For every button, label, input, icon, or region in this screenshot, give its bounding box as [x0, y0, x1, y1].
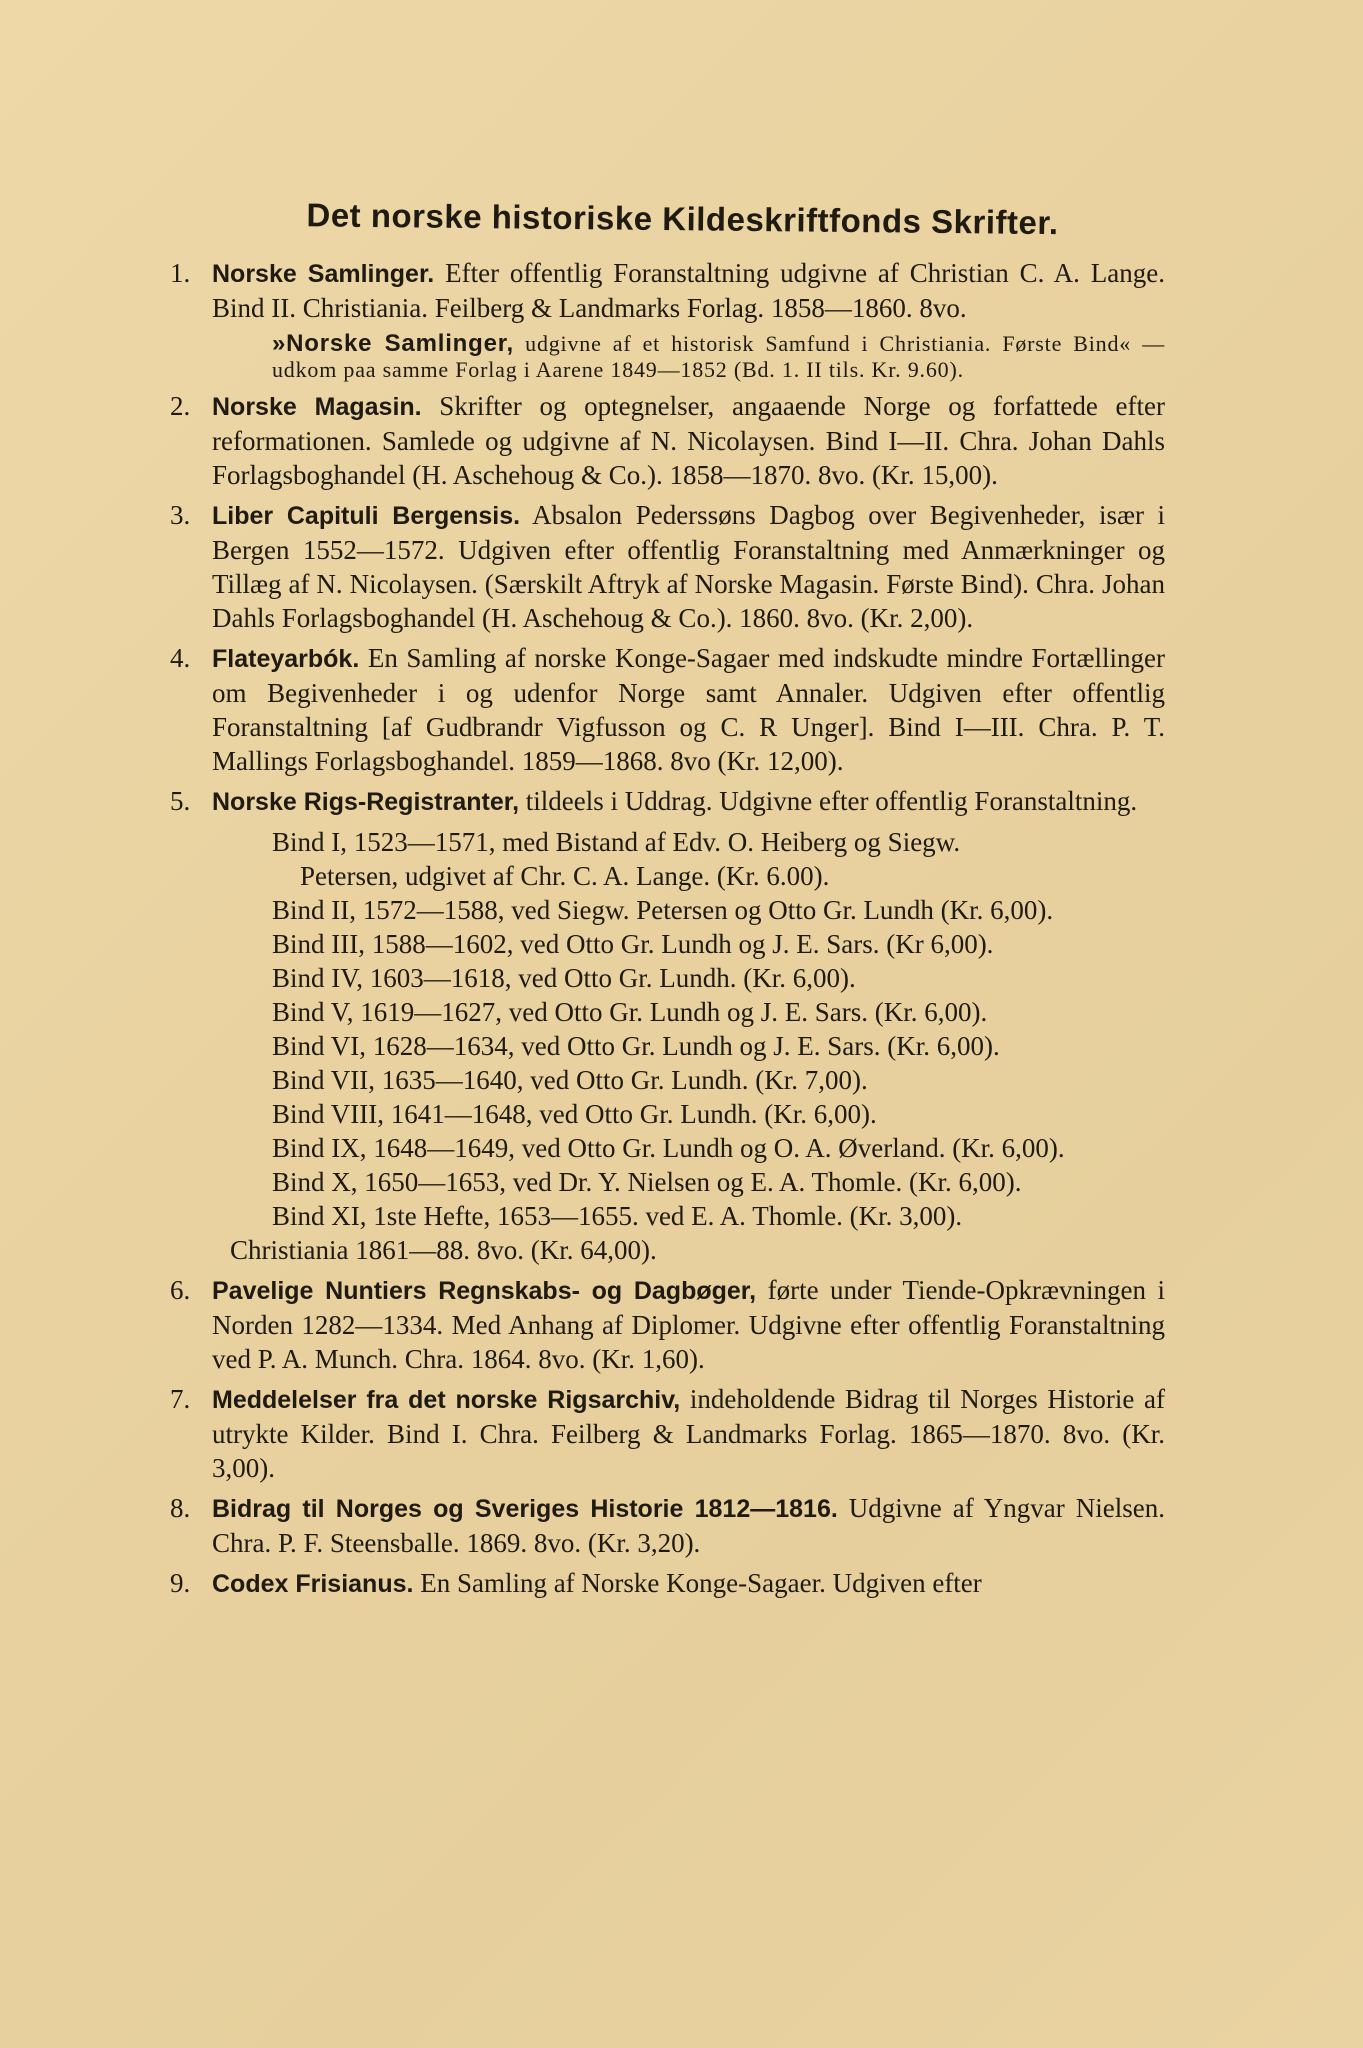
item-title: Flateyarbók. — [212, 645, 360, 673]
item-number: 6. — [170, 1275, 191, 1305]
list-item — [160, 1566, 1165, 1601]
volume-line: Bind VIII, 1641—1648, ved Otto Gr. Lundh. (Kr. 6,00). — [272, 1099, 877, 1129]
item-title: Meddelelser fra det norske Rigsarchiv, — [212, 1386, 681, 1414]
volume-line: Bind VII, 1635—1640, ved Otto Gr. Lundh. (Kr. 7,00). — [272, 1065, 868, 1095]
volume-line: Bind XI, 1ste Hefte, 1653—1655. ved E. A. Thomle. (Kr. 3,00). — [272, 1201, 963, 1231]
item-body: Skrifter og optegnelser, angaaende Norge og forfattede efter reformationen. Samlede og udgivne af N. Nicolaysen. Bind I—II. Chra. Johan Dahls Forlagsboghandel (H. Aschehoug & Co.). 1858—1870. 8vo. (Kr. 15,00). — [212, 391, 1165, 490]
volume-line-continued: Petersen, udgivet af Chr. C. A. Lange. (Kr. 6.00). — [300, 861, 830, 891]
volume-line: Bind III, 1588—1602, ved Otto Gr. Lundh og J. E. Sars. (Kr 6,00). — [272, 929, 994, 959]
item-imprint: Christiania 1861—88. 8vo. (Kr. 64,00). — [230, 1235, 657, 1265]
page-title: Det norske historiske Kildeskriftfonds Skrifter. — [306, 196, 1059, 242]
list-item — [160, 1382, 1165, 1485]
item-text — [212, 498, 1165, 635]
item-number: 3. — [170, 500, 191, 530]
item-title: Norske Samlinger. — [212, 260, 435, 288]
item-title: Norske Rigs-Registranter, — [212, 788, 520, 816]
list-item — [160, 498, 1165, 635]
item-text — [212, 1566, 1165, 1601]
volume-line: Bind II, 1572—1588, ved Siegw. Petersen og Otto Gr. Lundh (Kr. 6,00). — [272, 895, 1054, 925]
item-text — [212, 784, 1165, 819]
list-item — [160, 641, 1165, 778]
item-body: tildeels i Uddrag. Udgivne efter offentlig Foranstaltning. — [519, 786, 1138, 816]
note-body: udgivne af et historisk Samfund i Christiania. Første Bind« — udkom paa samme Forlag i Aarene 1849—1852 (Bd. 1. II tils. Kr. 9.60). — [272, 331, 1165, 382]
item-body: indeholdende Bidrag til Norges Historie af utrykte Kilder. Bind I. Chra. Feilberg & Landmarks Forlag. 1865—1870. 8vo. (Kr. 3,00). — [212, 1384, 1165, 1483]
item-number: 8. — [170, 1493, 191, 1523]
item-title: Norske Magasin. — [212, 393, 422, 421]
volume-list — [212, 825, 1165, 1233]
item-text — [212, 1273, 1165, 1376]
item-number: 5. — [170, 786, 191, 816]
volume-line: Bind V, 1619—1627, ved Otto Gr. Lundh og J. E. Sars. (Kr. 6,00). — [272, 997, 988, 1027]
item-body: Udgivne af Yngvar Nielsen. Chra. P. F. Steensballe. 1869. 8vo. (Kr. 3,20). — [212, 1493, 1165, 1558]
item-body: førte under Tiende-Opkrævningen i Norden 1282—1334. Med Anhang af Diplomer. Udgivne efter offentlig Foranstaltning ved P. A. Munch. Chra. 1864. 8vo. (Kr. 1,60). — [212, 1275, 1165, 1374]
item-title: Pavelige Nuntiers Regnskabs- og Dagbøger, — [212, 1277, 757, 1305]
note-title: »Norske Samlinger, — [272, 330, 515, 357]
item-number: 2. — [170, 391, 191, 421]
list-item — [160, 784, 1165, 1267]
item-text — [212, 641, 1165, 778]
list-item — [160, 1491, 1165, 1560]
list-item — [160, 1273, 1165, 1376]
volume-line: Bind VI, 1628—1634, ved Otto Gr. Lundh og J. E. Sars. (Kr. 6,00). — [272, 1031, 1000, 1061]
item-note — [212, 331, 1165, 383]
item-body: Efter offentlig Foranstaltning udgivne af Christian C. A. Lange. Bind II. Christiania. Feilberg & Landmarks Forlag. 1858—1860. 8vo. — [212, 258, 1165, 323]
list-item — [160, 389, 1165, 492]
item-number: 4. — [170, 643, 191, 673]
item-number: 9. — [170, 1568, 191, 1598]
item-number: 1. — [170, 258, 191, 288]
item-number: 7. — [170, 1384, 191, 1414]
volume-line: Bind X, 1650—1653, ved Dr. Y. Nielsen og E. A. Thomle. (Kr. 6,00). — [272, 1167, 1022, 1197]
item-title: Codex Frisianus. — [212, 1570, 414, 1598]
item-body: Absalon Pederssøns Dagbog over Begivenheder, især i Bergen 1552—1572. Udgiven efter offentlig Foranstaltning med Anmærkninger og Tillæg af N. Nicolaysen. (Særskilt Aftryk af Norske Magasin. Første Bind). Chra. Johan Dahls Forlagsboghandel (H. Aschehoug & Co.). 1860. 8vo. (Kr. 2,00). — [212, 500, 1165, 633]
item-text — [212, 256, 1165, 325]
volume-line: Bind I, 1523—1571, med Bistand af Edv. O. Heiberg og Siegw. — [272, 827, 961, 857]
item-title: Liber Capituli Bergensis. — [212, 502, 521, 530]
item-title: Bidrag til Norges og Sveriges Historie 1812—1816. — [212, 1495, 838, 1523]
volume-line: Bind IX, 1648—1649, ved Otto Gr. Lundh og O. A. Øverland. (Kr. 6,00). — [272, 1133, 1065, 1163]
volume-line: Bind IV, 1603—1618, ved Otto Gr. Lundh. (Kr. 6,00). — [272, 963, 856, 993]
item-text — [212, 1382, 1165, 1485]
item-text — [212, 1491, 1165, 1560]
list-item — [160, 256, 1165, 383]
item-body: En Samling af norske Konge-Sagaer med indskudte mindre Fortællinger om Begivenheder i og udenfor Norge samt Annaler. Udgiven efter offentlig Foranstaltning [af Gudbrandr Vigfusson og C. R Unger]. Bind I—III. Chra. P. T. Mallings Forlagsboghandel. 1859—1868. 8vo (Kr. 12,00). — [212, 643, 1165, 776]
page-content — [160, 196, 1165, 1607]
item-body: En Samling af Norske Konge-Sagaer. Udgiven efter — [413, 1568, 982, 1598]
item-text — [212, 389, 1165, 492]
